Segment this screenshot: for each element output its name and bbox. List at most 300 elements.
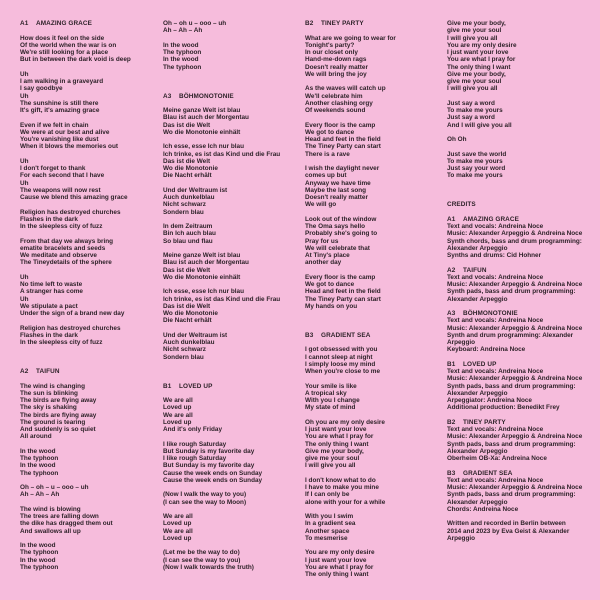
lyric-line: Doesn't really matter [305, 194, 368, 201]
lyric-line: As the waves will catch up [305, 85, 386, 93]
stanza [163, 441, 308, 485]
credit-line: Synth chords, bass and drum programming: [447, 237, 582, 245]
stanza [447, 136, 597, 143]
lyric-line: In the wood [20, 542, 56, 549]
lyric-line: Das ist die Welt [163, 121, 211, 129]
lyric-line: Wo die Monotonie [163, 165, 218, 172]
lyric-line: We stipulate a pact [20, 302, 78, 310]
lyric-line: Religion has destroyed churches [20, 208, 121, 216]
song-b3-continued [447, 20, 597, 180]
lyric-line: (Let me be the way to do) [163, 549, 240, 557]
lyric-line: All around [20, 433, 52, 441]
lyric-line: Religion has destroyed churches [20, 324, 121, 332]
lyric-line: Wo die Monotonie einhält [163, 128, 241, 136]
lyric-line: I like rough Saturday [163, 455, 227, 462]
lyric-line: And suddenly is so quiet [20, 426, 96, 433]
stanza [20, 122, 162, 151]
lyric-line: You're vanishing like dust [20, 136, 99, 143]
stanza [163, 143, 308, 179]
song-a2-continued [163, 20, 308, 71]
lyric-line: Hand-me-down rags [305, 56, 367, 64]
stanza [305, 346, 447, 375]
credit-line: Alexander Arpeggio [447, 244, 508, 252]
lyric-line: The ground is tearing [20, 418, 86, 426]
lyric-line: The typhoon [163, 63, 202, 71]
footer-line: 2014 and 2023 by Eva Geist & Alexander [447, 527, 570, 535]
credit-title: B1 LOVED UP [447, 360, 497, 368]
lyric-line: The Tiney Party can start [305, 295, 381, 303]
lyric-line: Flashes in the dark [20, 331, 78, 339]
stanza [20, 325, 162, 347]
lyric-line: In the wood [20, 556, 56, 564]
lyric-line: Even if we felt in chain [20, 121, 89, 129]
credit-title: B3 GRADIENT SEA [447, 469, 513, 477]
stanza [163, 549, 308, 571]
lyric-line: We meditate and observe [20, 252, 97, 259]
stanza [163, 397, 308, 433]
lyric-line: Give me your body, [447, 70, 506, 78]
column-1 [20, 20, 162, 571]
credit-line: Music: Alexander Arpeggio & Andreina Noce [447, 281, 583, 288]
lyric-line: I have to make you mine [305, 484, 379, 491]
song-a1 [20, 20, 162, 346]
lyric-line: With you I change [305, 397, 360, 404]
lyric-line: give me your soul [305, 455, 360, 462]
lyric-line: Look out of the window [305, 215, 377, 223]
lyric-line: Just save the world [447, 150, 507, 158]
credit-line: Synth and drum programming: Alexander [447, 331, 574, 339]
credit-line: Synth pads, bass and drum programming: [447, 440, 576, 448]
lyric-line: In a gradient sea [305, 520, 356, 528]
lyric-line: The typhoon [20, 455, 59, 462]
lyric-line: The only thing I want [447, 63, 511, 71]
lyric-line: give me your soul [447, 27, 502, 35]
lyric-line: Meine ganze Welt ist blau [163, 107, 241, 114]
lyric-line: With you I swim [305, 513, 354, 520]
stanza [163, 491, 308, 506]
lyric-line: The sun is blinking [20, 389, 78, 397]
lyric-line: I don't know what to do [305, 476, 376, 484]
lyric-line: But Sunday is my favorite day [163, 447, 255, 455]
song-b2 [305, 20, 447, 310]
lyric-line: Ah – Ah – Ah [20, 491, 60, 499]
lyric-line: You are my only desire [447, 41, 517, 49]
stanza [163, 223, 308, 245]
stanza [305, 85, 447, 114]
lyric-line: Das ist die Welt [163, 266, 211, 274]
stanza [20, 484, 162, 499]
lyric-line: Uh [20, 92, 29, 100]
lyric-line: The weapons will now rest [20, 186, 101, 194]
lyrics [447, 20, 597, 180]
song-title: A1 AMAZING GRACE [20, 20, 92, 27]
stanza [20, 383, 162, 441]
credit-entry [447, 310, 597, 354]
lyric-line: give me your soul [447, 78, 502, 85]
song-b1 [163, 383, 308, 572]
lyric-line: I cannot sleep at night [305, 353, 373, 361]
lyric-line: Give me your body, [305, 447, 364, 455]
lyric-line: If I can only be [305, 491, 350, 499]
lyric-line: But Sunday is my favorite day [163, 462, 255, 470]
song-title: B2 TINEY PARTY [305, 20, 364, 27]
stanza [20, 448, 162, 477]
lyric-line: Uh [20, 273, 29, 281]
lyric-line: Just say your word [447, 165, 506, 172]
lyric-line: My hands on you [305, 302, 358, 310]
lyric-line: I am walking in a graveyard [20, 78, 104, 85]
lyric-line: The Tineydetails of the sphere [20, 259, 112, 267]
lyric-line: And it's only Friday [163, 426, 223, 433]
stanza [305, 549, 447, 578]
lyric-line: Loved up [163, 520, 192, 528]
lyric-line: (I can see the way to Moon) [163, 498, 247, 506]
credit-entry [447, 216, 597, 260]
credit-line: Text and vocals: Andreina Noce [447, 426, 544, 433]
lyric-line: Of weekends sound [305, 107, 366, 114]
credit-line: Synth pads, bass and drum programming: [447, 491, 576, 499]
lyric-line: Tonight's party? [305, 41, 355, 49]
lyric-line: Every floor is the camp [305, 121, 376, 129]
lyric-line: In the sleepless city of fuzz [20, 339, 103, 346]
lyric-line: Your smile is like [305, 382, 357, 390]
lyric-line: We are all [163, 411, 193, 419]
lyric-line: Flashes in the dark [20, 215, 78, 223]
lyric-line: Oh Oh [447, 136, 467, 143]
credit-title: A1 AMAZING GRACE [447, 215, 519, 223]
lyric-line: We are all [163, 513, 193, 520]
stanza [20, 158, 162, 202]
lyric-line: The wind is changing [20, 382, 85, 390]
lyric-line: In dem Zeitraum [163, 223, 213, 230]
lyric-line: The birds are flying away [20, 411, 97, 419]
stanza [447, 100, 597, 129]
lyric-line: Auch dunkelblau [163, 339, 215, 346]
lyric-line: Cause the week ends on Sunday [163, 469, 263, 477]
lyric-line: A stranger has come [20, 288, 83, 296]
lyric-line: Oh – oh – u – ooo – uh [20, 484, 89, 491]
lyric-line: At Tiny's place [305, 252, 350, 259]
lyric-line: Ah – Ah – Ah [163, 27, 203, 35]
credit-line: Music: Alexander Arpeggio & Andreina Noce [447, 230, 583, 238]
lyric-line: The birds are flying away [20, 397, 97, 404]
lyric-line: But in between the dark void is deep [20, 56, 131, 64]
lyric-line: Cause the week ends on Sunday [163, 476, 263, 484]
lyrics [305, 35, 447, 311]
lyrics [163, 397, 308, 571]
credits-list [447, 216, 597, 521]
lyric-line: I got obsessed with you [305, 346, 378, 354]
lyric-line: From that day we always bring [20, 237, 114, 245]
lyric-line: I don't forget to thank [20, 165, 86, 172]
lyric-line: Wo die Monotonie [163, 310, 218, 317]
lyric-line: You are what I pray for [305, 433, 374, 441]
lyric-line: In the wood [20, 462, 56, 470]
lyric-line: I just want your love [305, 426, 367, 433]
stanza [305, 35, 447, 79]
stanza [305, 477, 447, 506]
credit-line: Arpeggio [447, 339, 476, 346]
lyric-line: I will give you all [447, 85, 498, 93]
lyric-line: We got to dance [305, 281, 355, 288]
lyric-line: The trees are falling down [20, 513, 99, 520]
lyric-line: Nicht schwarz [163, 201, 206, 209]
lyric-line: You are what I pray for [305, 563, 374, 571]
lyric-line: Maybe the last song [305, 186, 367, 194]
lyric-line: Auch dunkelblau [163, 194, 215, 201]
lyric-line: We will celebrate that [305, 244, 370, 252]
lyric-line: (Now I walk towards the truth) [163, 563, 254, 571]
credit-entry [447, 361, 597, 412]
stanza [447, 151, 597, 180]
lyric-line: Just say a word [447, 99, 495, 107]
credit-entry [447, 267, 597, 303]
lyric-line: Loved up [163, 534, 192, 542]
lyric-line: Ich trinke, es ist das Kind und die Frau [163, 150, 281, 158]
credit-line: Additional production: Benedikt Frey [447, 404, 560, 412]
lyric-line: My state of mind [305, 404, 356, 412]
stanza [20, 542, 162, 571]
credit-line: Alexander Arpeggio [447, 389, 508, 397]
lyric-line: Nicht schwarz [163, 346, 206, 354]
lyric-line: A tropical sky [305, 389, 347, 397]
lyric-line: In the sleepless city of fuzz [20, 223, 103, 230]
credits [447, 201, 597, 542]
credit-title: A2 TAIFUN [447, 266, 487, 274]
song-title: A2 TAIFUN [20, 368, 60, 375]
lyric-line: Uh [20, 295, 29, 303]
lyric-line: Every floor is the camp [305, 273, 376, 281]
lyric-line: Blau ist auch der Morgentau [163, 259, 249, 267]
lyric-line: Oh – oh u – ooo – uh [163, 20, 227, 27]
lyric-line: Und der Weltraum ist [163, 186, 228, 194]
lyric-line: I like rough Saturday [163, 440, 227, 448]
lyric-line: The wind is blowing [20, 505, 81, 513]
lyric-line: For each second that I have [20, 172, 105, 180]
lyric-line: I simply loose my mind [305, 360, 376, 368]
stanza [20, 209, 162, 231]
lyric-line: The Tiney Party can start [305, 143, 381, 151]
song-a3 [163, 93, 308, 361]
lyric-line: It's gift, it's amazing grace [20, 107, 100, 114]
lyric-line: To make me yours [447, 157, 503, 165]
lyric-line: Of the world when the war is on [20, 41, 117, 49]
column-3 [305, 20, 447, 578]
stanza [163, 288, 308, 324]
lyric-line: So blau und flau [163, 237, 213, 245]
credit-entry [447, 419, 597, 463]
lyric-line: Probably she's going to [305, 230, 378, 238]
credit-line: Chords: Andreina Noce [447, 505, 519, 513]
lyric-line: And I will give you all [447, 121, 512, 129]
lyric-line: Give me your body, [447, 20, 506, 27]
lyric-line: I just want your love [447, 49, 509, 56]
lyric-line: In the wood [163, 56, 199, 64]
lyric-line: The Oma says hello [305, 223, 366, 230]
lyric-line: The typhoon [163, 49, 202, 56]
credit-line: Alexander Arpeggio [447, 447, 508, 455]
lyrics [20, 383, 162, 572]
stanza [305, 122, 447, 158]
lyric-line: Uh [20, 157, 29, 165]
lyric-line: No time left to waste [20, 281, 83, 288]
credit-line: Arpeggiator: Andreina Noce [447, 397, 532, 404]
lyric-line: (I can see the way to you) [163, 556, 241, 564]
lyric-line: Sondern blau [163, 208, 204, 216]
stanza [20, 238, 162, 267]
stanza [305, 165, 447, 209]
lyric-line: Meine ganze Welt ist blau [163, 252, 241, 259]
lyrics [163, 20, 308, 71]
lyric-line: alone with your for a while [305, 498, 386, 506]
lyric-line: Ich trinke, es ist das Kind und die Frau [163, 295, 281, 303]
credit-line: Text and vocals: Andreina Noce [447, 368, 544, 375]
credit-line: Music: Alexander Arpeggio & Andreina Noce [447, 375, 583, 383]
lyric-line: We will go [305, 201, 337, 209]
lyric-line: Anyway we have time [305, 179, 371, 187]
lyric-line: Wo die Monotonie einhält [163, 273, 241, 281]
credit-line: Text and vocals: Andreina Noce [447, 317, 544, 325]
lyric-line: There is a rave [305, 150, 350, 158]
lyric-line: Die Nacht erhält [163, 172, 212, 180]
lyric-line: In our closet only [305, 49, 358, 56]
song-title: B1 LOVED UP [163, 382, 213, 390]
credit-line: Alexander Arpeggio [447, 295, 508, 303]
stanza [20, 35, 162, 64]
lyrics [20, 35, 162, 347]
credits-footer [447, 520, 597, 542]
lyric-line: When it blows the memories out [20, 143, 118, 151]
lyric-line: I say goodbye [20, 85, 63, 93]
lyric-line: The typhoon [20, 469, 59, 477]
stanza [305, 216, 447, 267]
lyric-line: Und der Weltraum ist [163, 331, 228, 339]
lyric-line: Blau ist auch der Morgentau [163, 114, 249, 122]
lyric-line: Doesn't really matter [305, 63, 368, 71]
credit-line: Text and vocals: Andreina Noce [447, 273, 544, 281]
lyric-line: Sondern blau [163, 353, 204, 361]
lyric-line: I wish the daylight never [305, 165, 380, 172]
credit-line: Text and vocals: Andreina Noce [447, 476, 544, 484]
lyric-line: I will give you all [447, 34, 498, 42]
credit-line: Oberheim OB-Xa: Andreina Noce [447, 455, 547, 462]
stanza [305, 419, 447, 470]
credit-line: Synth pads, bass and drum programming: [447, 382, 576, 390]
stanza [305, 274, 447, 310]
song-title: B3 GRADIENT SEA [305, 331, 371, 339]
column-2 [163, 20, 308, 571]
song-a2 [20, 368, 162, 571]
lyric-line: What are we going to wear for [305, 34, 396, 42]
stanza [163, 332, 308, 361]
lyric-line: Pray for us [305, 237, 339, 245]
lyric-line: The only thing I want [305, 440, 369, 448]
lyric-line: Another space [305, 527, 350, 535]
stanza [163, 252, 308, 281]
lyric-line: To mesmerise [305, 534, 348, 542]
lyric-line: Das ist die Welt [163, 302, 211, 310]
stanza [20, 274, 162, 318]
lyric-line: Ich esse, esse Ich nur blau [163, 143, 244, 151]
lyric-line: Das ist die Welt [163, 157, 211, 165]
lyric-line: In the wood [20, 447, 56, 455]
stanza [163, 20, 308, 35]
credit-line: Synths and drums: Cid Hohner [447, 252, 542, 259]
lyric-line: The only thing I want [305, 571, 369, 578]
lyric-line: We're still looking for a place [20, 49, 109, 56]
lyric-line: I will give you all [305, 462, 356, 470]
stanza [305, 383, 447, 412]
stanza [20, 506, 162, 535]
lyric-line: Head and feet in the field [305, 136, 381, 143]
lyric-line: The sunshine is still there [20, 99, 99, 107]
lyric-line: comes up but [305, 172, 347, 180]
lyric-line: Oh you are my only desire [305, 418, 385, 426]
lyric-line: We are all [163, 527, 193, 535]
lyric-line: To make me yours [447, 172, 503, 180]
song-title: A3 BÖHMONOTONIE [163, 92, 234, 100]
lyric-line: Loved up [163, 418, 192, 426]
lyric-line: You are my only desire [305, 549, 375, 557]
stanza [305, 513, 447, 542]
credit-line: Alexander Arpeggio [447, 498, 508, 506]
stanza [447, 20, 597, 93]
lyric-line: Ich esse, esse Ich nur blau [163, 288, 244, 296]
lyric-line: Die Nacht erhält [163, 317, 212, 325]
lyric-line: We were at our best and alive [20, 128, 110, 136]
stanza [163, 107, 308, 136]
lyric-line: Cause we blend this amazing grace [20, 194, 128, 201]
song-b3 [305, 332, 447, 579]
lyric-line: Under the sign of a brand new day [20, 310, 125, 317]
lyric-line: Just say a word [447, 114, 495, 122]
credit-line: Keyboard: Andreina Noce [447, 346, 526, 354]
lyric-line: And swallows all up [20, 527, 81, 535]
lyric-line: We will bring the joy [305, 70, 367, 78]
stanza [163, 513, 308, 542]
lyric-line: the dike has dragged them out [20, 520, 113, 528]
lyric-line: We'll celebrate him [305, 92, 363, 100]
lyric-line: Bin Ich auch blau [163, 230, 216, 238]
lyric-line: You are what I pray for [447, 56, 516, 64]
credit-line: Music: Alexander Arpeggio & Andreina Noce [447, 484, 583, 491]
lyrics [305, 346, 447, 578]
credit-line: Text and vocals: Andreina Noce [447, 223, 544, 230]
lyric-line: How does it feel on the side [20, 34, 105, 42]
footer-line: Written and recorded in Berlin between [447, 520, 566, 528]
lyrics [163, 107, 308, 361]
credit-line: Music: Alexander Arpeggio & Andreina Noce [447, 433, 583, 441]
lyric-line: Uh [20, 179, 29, 187]
credit-entry [447, 470, 597, 514]
lyric-line: The typhoon [20, 549, 59, 557]
footer-line: Arpeggio [447, 534, 476, 542]
lyric-line: Loved up [163, 404, 192, 412]
credit-line: Synth pads, bass and drum programming: [447, 288, 576, 296]
stanza [163, 187, 308, 216]
lyric-line: I just want your love [305, 556, 367, 564]
credit-line: Music: Alexander Arpeggio & Andreina Noce [447, 324, 583, 332]
credit-title: A3 BÖHMONOTONIE [447, 310, 518, 317]
lyric-line: The sky is shaking [20, 404, 77, 412]
credits-heading: CREDITS [447, 201, 476, 209]
column-4 [447, 20, 597, 542]
lyric-line: In the wood [163, 41, 199, 49]
lyric-line: We got to dance [305, 128, 355, 136]
lyric-line: Uh [20, 70, 29, 78]
lyric-line: We are all [163, 397, 193, 404]
lyric-line: Another clashing orgy [305, 99, 373, 107]
